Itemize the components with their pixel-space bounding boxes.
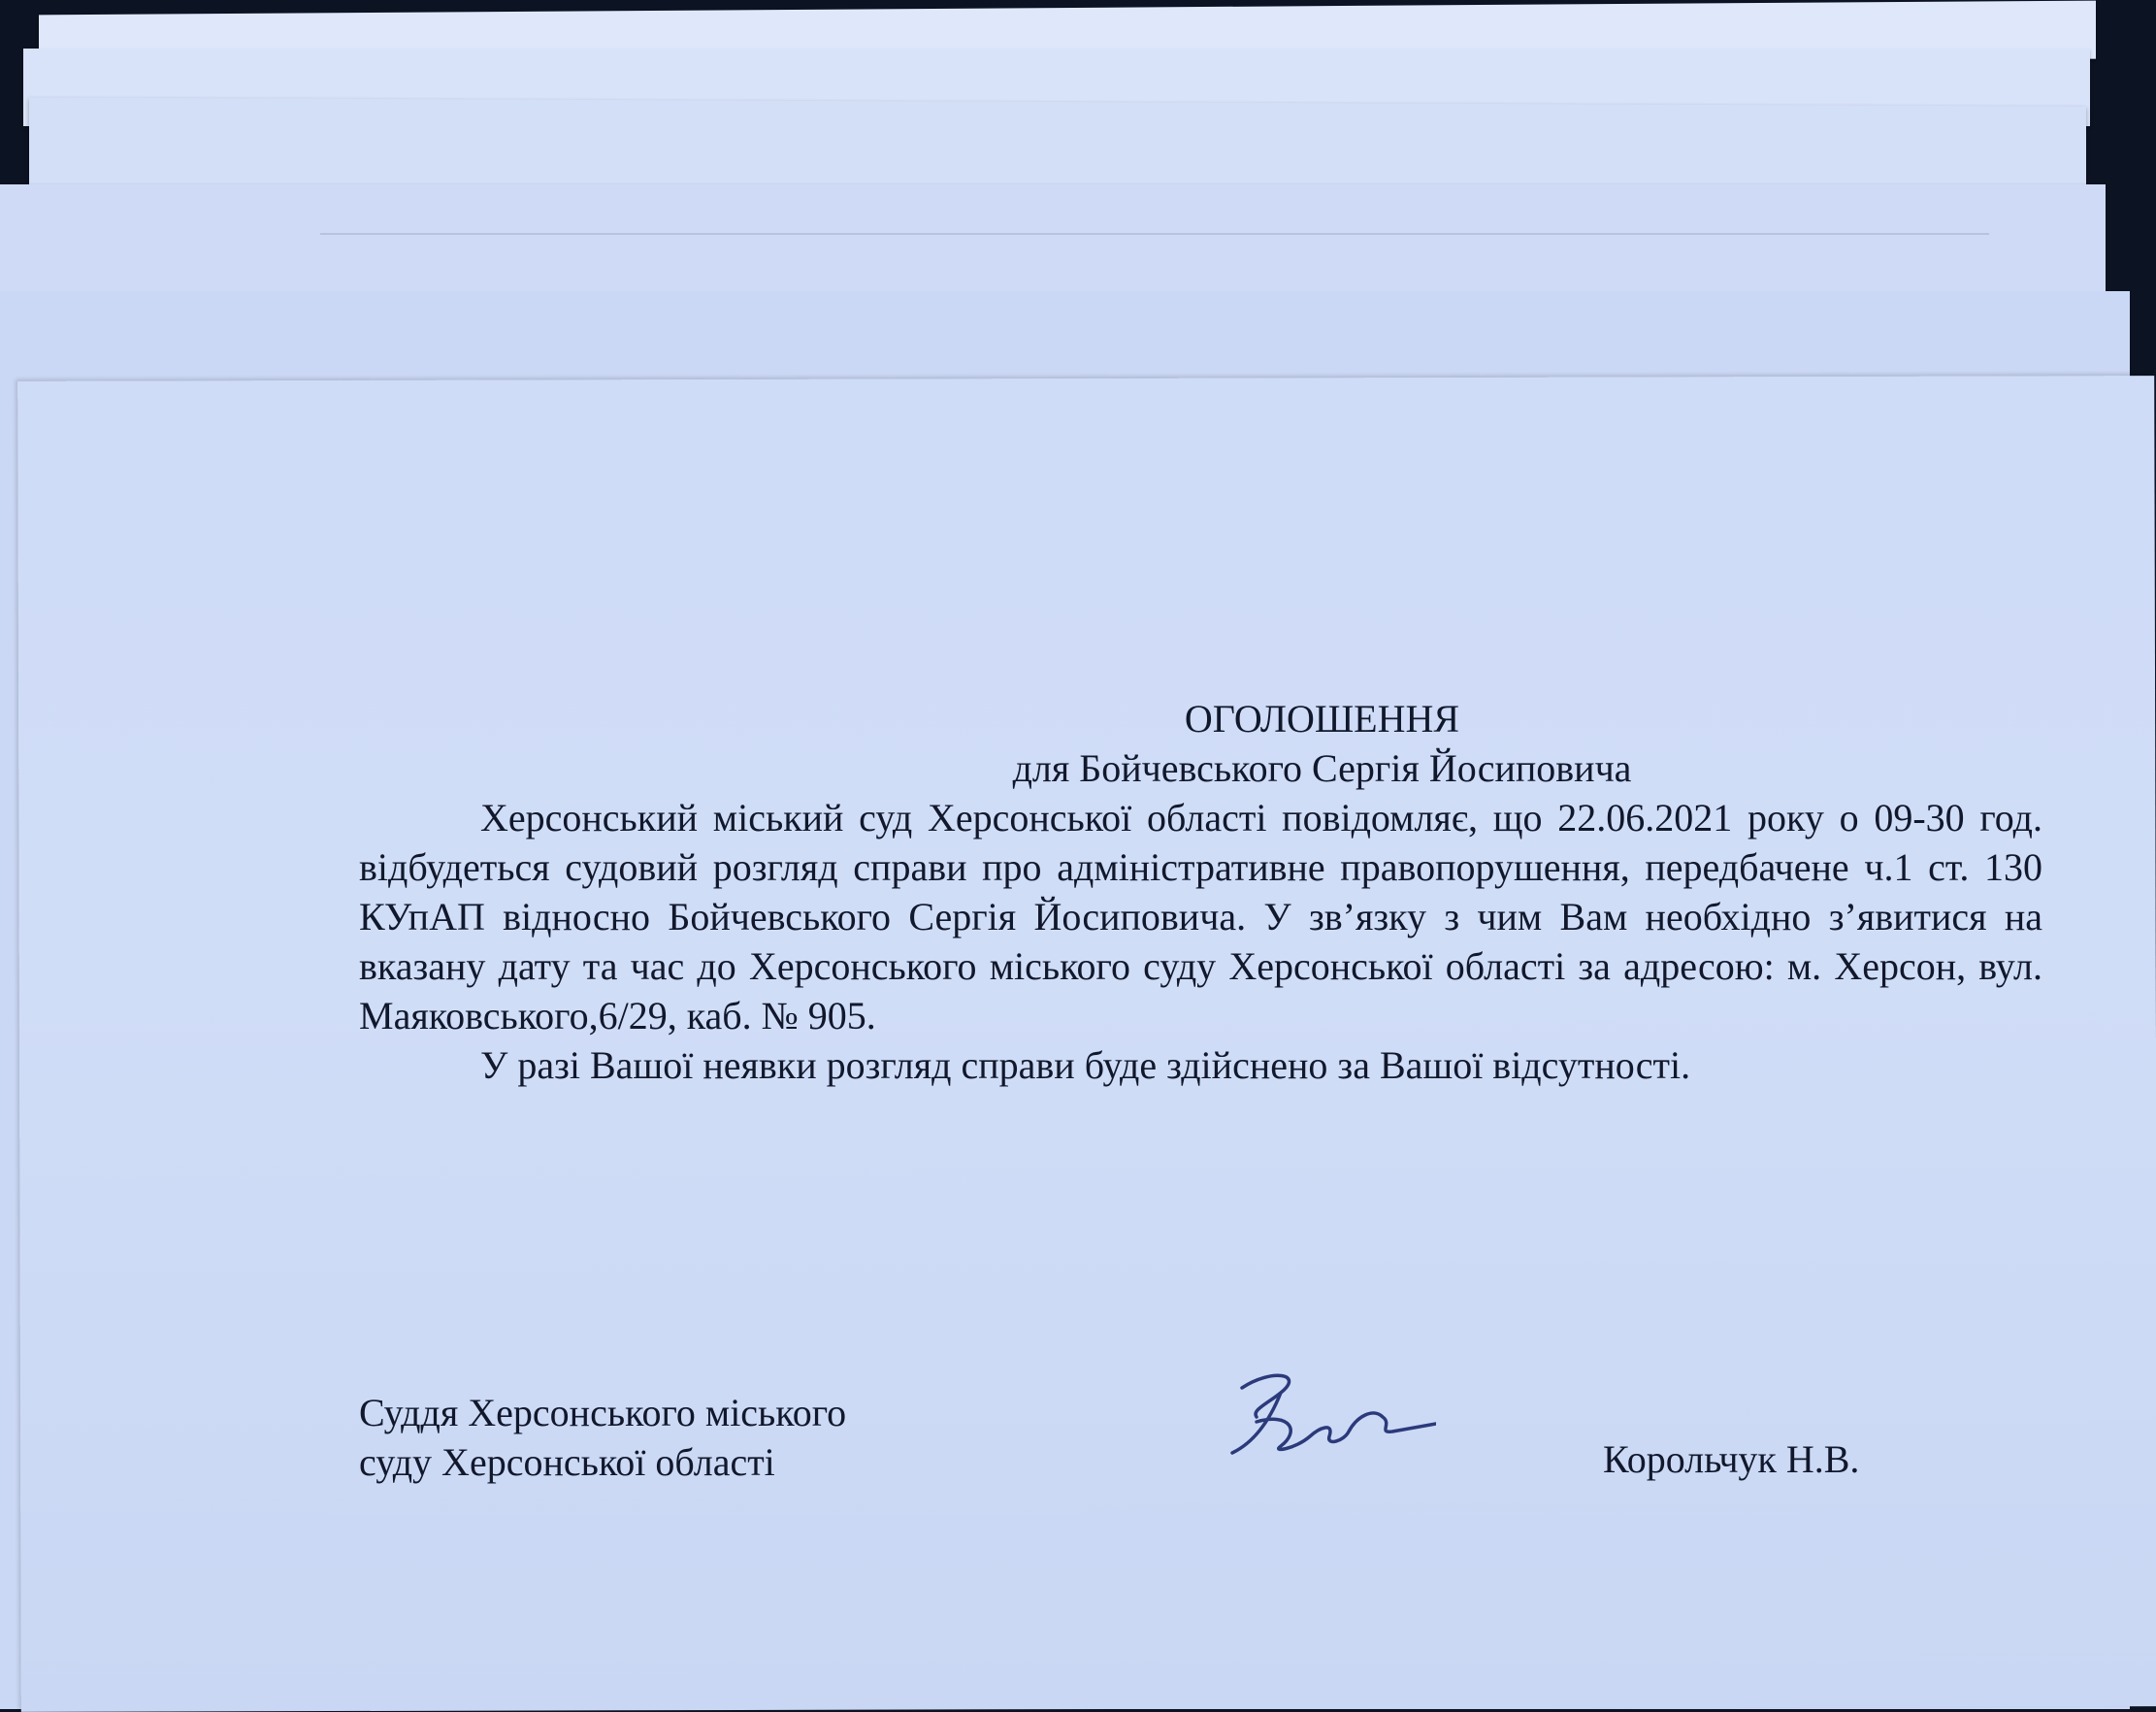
handwritten-signature (1213, 1364, 1436, 1470)
judge-name: Корольчук Н.В. (1603, 1437, 1860, 1481)
notice-addressee: для Бойчевського Сергія Йосиповича (1012, 746, 1632, 790)
judge-position-line-2: суду Херсонської області (359, 1440, 775, 1484)
judge-position-line-1: Суддя Херсонського міського (359, 1391, 847, 1434)
notice-body (359, 694, 2042, 1090)
notice-paragraph-absence: У разі Вашої неявки розгляд справи буде здійснено за Вашої відсутності. (480, 1043, 1691, 1087)
notice-title: ОГОЛОШЕННЯ (1184, 697, 1460, 741)
judge-position (359, 1388, 846, 1487)
notice-paragraph-hearing: Херсонський міський суд Херсонської області повідомляє, що 22.06.2021 року о 09-30 год. відбудеться судовий розгляд справи про адміністративне правопорушення, передбачене ч.1 ст. 130 КУпАП відносно Бойчевського Сергія Йосиповича. У зв’язку з чим Вам необхідно з’явитися на вказану дату та час до Херсонського міського суду Херсонської області за адресою: м. Херсон, вул. Маяковського,6/29, каб. № 905. (359, 796, 2042, 1037)
paper-edge-line (320, 233, 1989, 235)
